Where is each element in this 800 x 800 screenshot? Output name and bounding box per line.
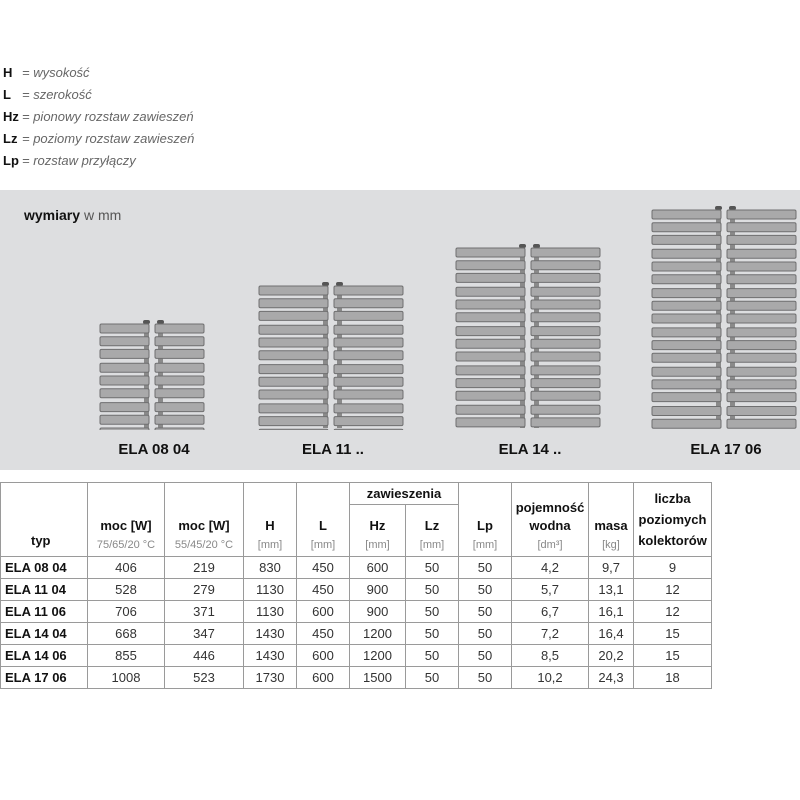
radiator-cap [715,206,722,210]
radiator-collector [652,341,721,350]
header-unit: 55/45/20 °C [174,539,234,551]
cell-liczba: 18 [634,667,712,689]
header-lp [459,483,512,557]
radiator-collector [259,351,328,360]
cell-liczba: 15 [634,623,712,645]
header-label: Lp [477,518,493,533]
radiator-collector [155,428,204,430]
legend [3,62,194,172]
header-label: moc [W] [178,518,230,533]
radiator-collector [334,390,403,399]
cell-typ: ELA 17 06 [1,667,88,689]
header-zawieszenia: zawieszenia [350,483,459,505]
cell-moc-75: 528 [88,579,165,601]
header-label: wodna [529,518,571,533]
radiator-collector [100,349,149,358]
radiator-collector [531,300,600,309]
header-hz [350,505,406,557]
radiator-drawing [651,206,800,430]
header-l [297,483,350,557]
header-lz [406,505,459,557]
radiator-illustration-ela-11 [258,282,408,430]
radiator-collector [259,429,328,430]
radiator-collector [334,286,403,295]
header-moc-55 [165,483,244,557]
radiator-collector [727,275,796,284]
cell-moc-75: 1008 [88,667,165,689]
cell-lz: 50 [406,667,459,689]
header-moc-75 [88,483,165,557]
legend-row-hz [3,106,194,128]
radiator-collector [652,275,721,284]
header-label: liczba [654,491,691,506]
cell-masa: 16,4 [589,623,634,645]
cell-hz: 900 [350,601,406,623]
radiator-collector [652,262,721,271]
radiator-collector [155,337,204,346]
radiator-collector [727,380,796,389]
header-label: L [319,518,327,533]
table-row [1,601,712,623]
radiator-collector [727,407,796,416]
panel-title [24,207,121,223]
radiator-collector [727,341,796,350]
legend-description: = rozstaw przyłączy [22,153,136,168]
radiator-collector [100,415,149,424]
radiator-label: ELA 14 .. [498,441,562,458]
radiator-collector [456,273,525,282]
table-row [1,579,712,601]
radiator-collector [456,391,525,400]
radiator-cap [519,244,526,248]
cell-lz: 50 [406,557,459,579]
cell-pojemnosc: 5,7 [512,579,589,601]
cell-lp: 50 [459,579,512,601]
legend-symbol: H [3,65,13,80]
cell-hz: 1500 [350,667,406,689]
radiator-collector [100,389,149,398]
radiator-collector [259,338,328,347]
header-unit: [mm] [310,539,336,551]
dimensions-panel [0,190,800,470]
radiator-collector [727,301,796,310]
legend-description: = pionowy rozstaw zawieszeń [22,109,194,124]
radiator-collector [456,352,525,361]
header-label: poziomych [638,512,707,527]
cell-lp: 50 [459,557,512,579]
specification-table [0,482,712,689]
radiator-collector [456,366,525,375]
radiator-illustration-ela-14 [455,244,605,430]
cell-hz: 1200 [350,645,406,667]
radiator-collector [100,428,149,430]
cell-masa: 13,1 [589,579,634,601]
radiator-collector [334,338,403,347]
cell-h: 830 [244,557,297,579]
radiator-collector [100,376,149,385]
radiator-collector [155,363,204,372]
radiator-collector [334,417,403,426]
header-unit: [kg] [602,539,620,551]
cell-h: 1430 [244,645,297,667]
table-row [1,667,712,689]
cell-pojemnosc: 4,2 [512,557,589,579]
cell-lz: 50 [406,601,459,623]
radiator-collector [456,339,525,348]
header-typ: typ [1,483,88,557]
radiator-collector [531,391,600,400]
radiator-collector [727,367,796,376]
cell-pojemnosc: 7,2 [512,623,589,645]
radiator-collector [155,376,204,385]
cell-lz: 50 [406,579,459,601]
legend-symbol: Hz [3,109,19,124]
header-label: masa [594,518,628,533]
radiator-collector [456,405,525,414]
legend-symbol: Lp [3,153,19,168]
radiator-collector [259,404,328,413]
radiator-collector [259,390,328,399]
cell-lp: 50 [459,645,512,667]
header-masa [589,483,634,557]
radiator-collector [727,223,796,232]
radiator-collector [531,248,600,257]
cell-masa: 16,1 [589,601,634,623]
table-row [1,645,712,667]
cell-moc-55: 347 [165,623,244,645]
radiator-collector [456,248,525,257]
radiator-collector [652,210,721,219]
legend-row-h [3,62,194,84]
cell-pojemnosc: 8,5 [512,645,589,667]
legend-symbol: Lz [3,131,18,146]
radiator-collector [259,286,328,295]
cell-h: 1130 [244,579,297,601]
radiator-collector [259,377,328,386]
radiator-collector [652,419,721,428]
radiator-collector [531,339,600,348]
radiator-label: ELA 17 06 [690,441,762,458]
radiator-drawing [455,244,605,430]
radiator-collector [652,407,721,416]
radiator-collector [334,404,403,413]
cell-typ: ELA 14 06 [1,645,88,667]
header-unit: [dm³] [537,539,563,551]
cell-typ: ELA 14 04 [1,623,88,645]
radiator-collector [456,418,525,427]
legend-symbol: L [3,87,11,102]
cell-hz: 900 [350,579,406,601]
radiator-collector [259,311,328,320]
cell-lp: 50 [459,667,512,689]
radiator-collector [531,261,600,270]
radiator-cap [157,320,164,324]
radiator-collector [531,405,600,414]
cell-l: 450 [297,557,350,579]
radiator-collector [155,324,204,333]
cell-typ: ELA 11 04 [1,579,88,601]
header-unit: [mm] [257,539,283,551]
radiator-collector [727,314,796,323]
radiator-collector [727,289,796,298]
header-pojemnosc [512,483,589,557]
panel-title-unit: w mm [83,207,122,223]
cell-moc-55: 523 [165,667,244,689]
panel-title-bold: wymiary [24,207,81,223]
radiator-collector [456,287,525,296]
radiator-collector [100,324,149,333]
radiator-collector [456,313,525,322]
radiator-illustration-ela-17-06 [651,206,800,430]
legend-row-l [3,84,194,106]
radiator-label: ELA 08 04 [118,441,190,458]
radiator-collector [727,393,796,402]
radiator-collector [100,403,149,412]
cell-lz: 50 [406,645,459,667]
radiator-collector [531,287,600,296]
header-label: Lz [424,518,440,533]
radiator-collector [652,380,721,389]
radiator-drawing [258,282,408,430]
header-label: H [265,518,275,533]
cell-l: 450 [297,623,350,645]
cell-masa: 9,7 [589,557,634,579]
radiator-collector [155,403,204,412]
radiator-collector [652,393,721,402]
radiator-cap [336,282,343,286]
header-unit: [mm] [365,539,390,551]
radiator-collector [652,367,721,376]
radiator-collector [652,289,721,298]
cell-liczba: 12 [634,601,712,623]
radiator-collector [652,249,721,258]
legend-description: = szerokość [22,87,92,102]
radiator-collector [727,353,796,362]
radiator-cap [322,282,329,286]
cell-h: 1430 [244,623,297,645]
cell-l: 450 [297,579,350,601]
radiator-collector [456,261,525,270]
radiator-label: ELA 11 .. [302,441,364,458]
radiator-collector [155,389,204,398]
header-liczba [634,483,712,557]
radiator-collector [652,235,721,244]
radiator-cap [143,320,150,324]
radiator-collector [155,349,204,358]
radiator-collector [727,249,796,258]
legend-row-lz [3,128,194,150]
radiator-collector [334,377,403,386]
header-label: pojemność [515,500,585,515]
radiator-collector [334,429,403,430]
cell-lz: 50 [406,623,459,645]
radiator-collector [531,327,600,336]
header-label: Hz [369,518,386,533]
radiator-collector [456,379,525,388]
cell-masa: 24,3 [589,667,634,689]
header-unit: [mm] [472,539,498,551]
radiator-collector [652,223,721,232]
cell-moc-55: 446 [165,645,244,667]
radiator-collector [456,300,525,309]
cell-pojemnosc: 6,7 [512,601,589,623]
radiator-drawing [99,320,209,430]
radiator-collector [727,262,796,271]
radiator-collector [652,301,721,310]
cell-l: 600 [297,601,350,623]
radiator-collector [531,273,600,282]
cell-liczba: 15 [634,645,712,667]
radiator-collector [531,366,600,375]
radiator-collector [259,417,328,426]
table-row [1,557,712,579]
radiator-collector [652,328,721,337]
header-label: kolektorów [638,533,707,548]
cell-masa: 20,2 [589,645,634,667]
cell-lp: 50 [459,601,512,623]
cell-l: 600 [297,667,350,689]
radiator-collector [259,365,328,374]
radiator-collector [334,365,403,374]
cell-l: 600 [297,645,350,667]
cell-h: 1130 [244,601,297,623]
radiator-collector [100,337,149,346]
cell-hz: 1200 [350,623,406,645]
cell-moc-55: 279 [165,579,244,601]
header-unit: [mm] [419,539,445,551]
legend-row-lp [3,150,194,172]
radiator-collector [456,327,525,336]
radiator-collector [334,299,403,308]
radiator-collector [727,328,796,337]
cell-hz: 600 [350,557,406,579]
cell-moc-75: 406 [88,557,165,579]
header-unit: 75/65/20 °C [96,539,156,551]
radiator-collector [100,363,149,372]
cell-liczba: 12 [634,579,712,601]
header-h [244,483,297,557]
cell-liczba: 9 [634,557,712,579]
cell-typ: ELA 08 04 [1,557,88,579]
cell-moc-75: 668 [88,623,165,645]
radiator-illustration-ela-08-04 [99,320,209,430]
radiator-collector [727,210,796,219]
radiator-collector [334,325,403,334]
radiator-collector [727,419,796,428]
radiator-cap [729,206,736,210]
radiator-collector [334,351,403,360]
cell-moc-55: 371 [165,601,244,623]
radiator-collector [531,418,600,427]
cell-pojemnosc: 10,2 [512,667,589,689]
radiator-collector [334,311,403,320]
header-label: moc [W] [100,518,152,533]
cell-lp: 50 [459,623,512,645]
cell-moc-75: 855 [88,645,165,667]
radiator-collector [531,313,600,322]
cell-typ: ELA 11 06 [1,601,88,623]
radiator-collector [531,352,600,361]
radiator-collector [652,314,721,323]
radiator-collector [727,235,796,244]
radiator-cap [533,244,540,248]
radiator-collector [155,415,204,424]
legend-description: = poziomy rozstaw zawieszeń [22,131,195,146]
cell-h: 1730 [244,667,297,689]
cell-moc-75: 706 [88,601,165,623]
cell-moc-55: 219 [165,557,244,579]
radiator-collector [259,299,328,308]
radiator-collector [652,353,721,362]
radiator-collector [531,379,600,388]
radiator-collector [259,325,328,334]
table-row [1,623,712,645]
legend-description: = wysokość [22,65,90,80]
